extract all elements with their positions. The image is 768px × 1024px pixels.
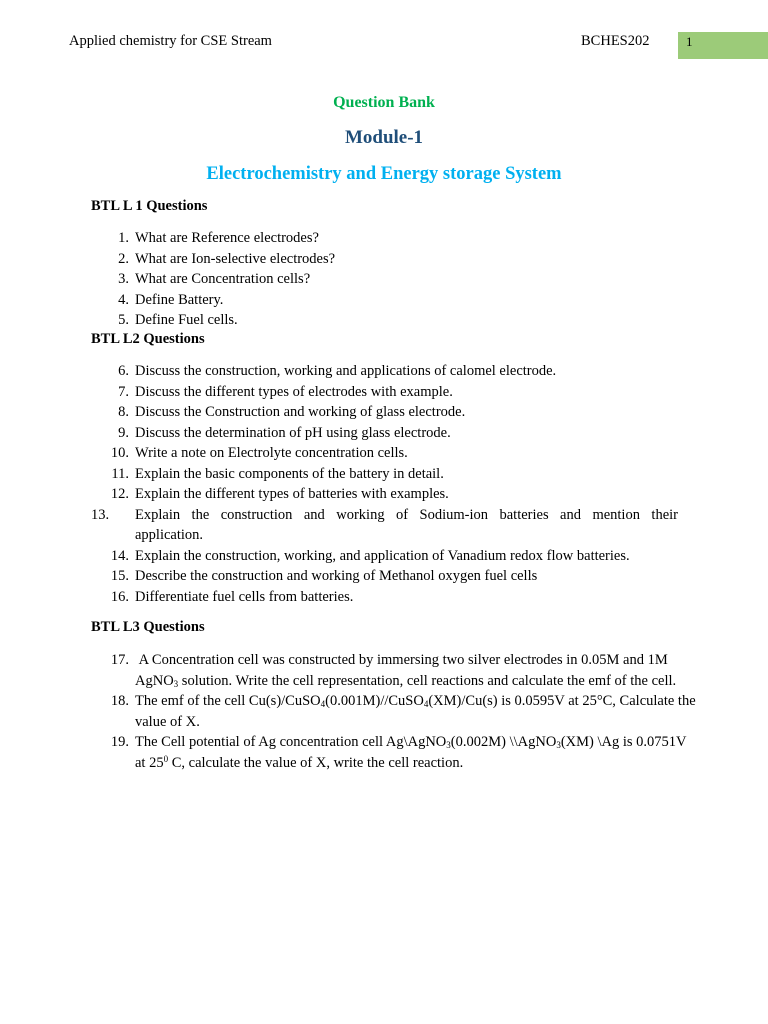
question-text: Explain the construction, working, and application of Vanadium redox flow batteries. <box>135 547 630 564</box>
question-number: 19. <box>110 734 129 750</box>
question-number: 4. <box>118 291 129 308</box>
question-text-line2: at $25^0$ C, calculate the value of X, write the cell reaction. <box>135 753 464 771</box>
question-bank-title: Question Bank <box>333 94 435 111</box>
question-text: Describe the construction and working of Methanol oxygen fuel cells <box>135 568 538 584</box>
question-item <box>91 249 678 270</box>
question-text: Discuss the different types of electrodes with example. <box>135 383 453 400</box>
question-number: 7. <box>118 383 129 400</box>
question-number: 10. <box>110 445 129 461</box>
question-number: 8. <box>118 404 129 420</box>
question-item <box>91 732 721 773</box>
question-item <box>91 691 721 732</box>
question-number: 1. <box>118 230 129 246</box>
question-item <box>91 505 678 546</box>
question-text-line1: The emf of the cell Cu(s)/CuSO$_4$(0.001M)//CuSO$_4$(XM)/Cu(s) is 0.0595V at 25°C, Calculate the <box>135 693 696 709</box>
question-item <box>91 423 678 444</box>
question-number: 12. <box>110 486 129 502</box>
question-item <box>91 464 678 485</box>
question-item <box>91 269 678 290</box>
question-item <box>91 402 678 423</box>
question-text-line1: The Cell potential of Ag concentration cell Ag\AgNO$_3$(0.002M) \\AgNO$_3$(XM) \Ag is 0.0751V <box>135 734 687 750</box>
question-number: 15. <box>110 568 129 584</box>
page-number-box <box>678 32 768 59</box>
question-item <box>91 566 678 587</box>
question-list-l3 <box>91 650 721 773</box>
module-title: Module-1 <box>344 127 424 148</box>
question-item <box>91 382 678 403</box>
question-text-line2: AgNO$_3$ solution. Write the cell representation, cell reactions and calculate the emf of the cell. <box>135 672 677 689</box>
question-item <box>91 310 678 331</box>
header-title: Applied chemistry for CSE Stream <box>69 33 272 49</box>
course-code: BCHES202 <box>581 33 650 49</box>
question-text: Explain the basic components of the battery in detail. <box>135 465 444 482</box>
question-number: 9. <box>118 424 129 441</box>
question-item <box>91 587 678 608</box>
question-number: 6. <box>118 363 129 379</box>
question-text-line2: value of X. <box>135 713 200 730</box>
question-number: 13. <box>91 506 110 523</box>
question-number: 3. <box>118 271 129 287</box>
question-number: 18. <box>110 693 129 709</box>
question-number: 17. <box>110 652 129 668</box>
section-heading-l1: BTL L 1 Questions <box>91 198 208 214</box>
section-heading-l3: BTL L3 Questions <box>91 619 205 635</box>
question-text: Write a note on Electrolyte concentration cells. <box>135 445 408 461</box>
section-heading-l2: BTL L2 Questions <box>91 331 205 347</box>
question-item <box>91 546 678 567</box>
question-text: Explain the different types of batteries with examples. <box>135 486 449 502</box>
question-item <box>91 228 678 249</box>
question-list-l2 <box>91 361 678 607</box>
question-text: Define Battery. <box>135 291 224 308</box>
question-number: 14. <box>110 547 129 564</box>
question-text: What are Concentration cells? <box>135 271 311 287</box>
question-list-l1 <box>91 228 678 331</box>
question-item <box>91 443 678 464</box>
question-number: 2. <box>118 250 129 267</box>
question-text: Discuss the Construction and working of glass electrode. <box>135 404 466 420</box>
question-text-line2: application. <box>135 527 204 543</box>
question-item <box>91 290 678 311</box>
question-text: What are Ion-selective electrodes? <box>135 250 336 267</box>
question-text: Differentiate fuel cells from batteries. <box>135 588 354 605</box>
question-text: Define Fuel cells. <box>135 312 238 328</box>
question-text: Discuss the determination of pH using glass electrode. <box>135 424 451 441</box>
topic-title: Electrochemistry and Energy storage System <box>206 164 562 184</box>
page-number: 1 <box>686 34 693 49</box>
question-item <box>91 361 678 382</box>
question-number: 11. <box>111 465 129 482</box>
question-item <box>91 650 721 691</box>
question-text: What are Reference electrodes? <box>135 230 319 246</box>
question-text-line1: Explain the construction and working of Sodium-ion batteries and mention their <box>135 506 678 523</box>
question-text-line1: A Concentration cell was constructed by immersing two silver electrodes in 0.05M and 1M <box>138 652 668 668</box>
question-text: Discuss the construction, working and applications of calomel electrode. <box>135 363 557 379</box>
question-item <box>91 484 678 505</box>
question-number: 16. <box>110 588 129 605</box>
question-number: 5. <box>118 312 129 328</box>
